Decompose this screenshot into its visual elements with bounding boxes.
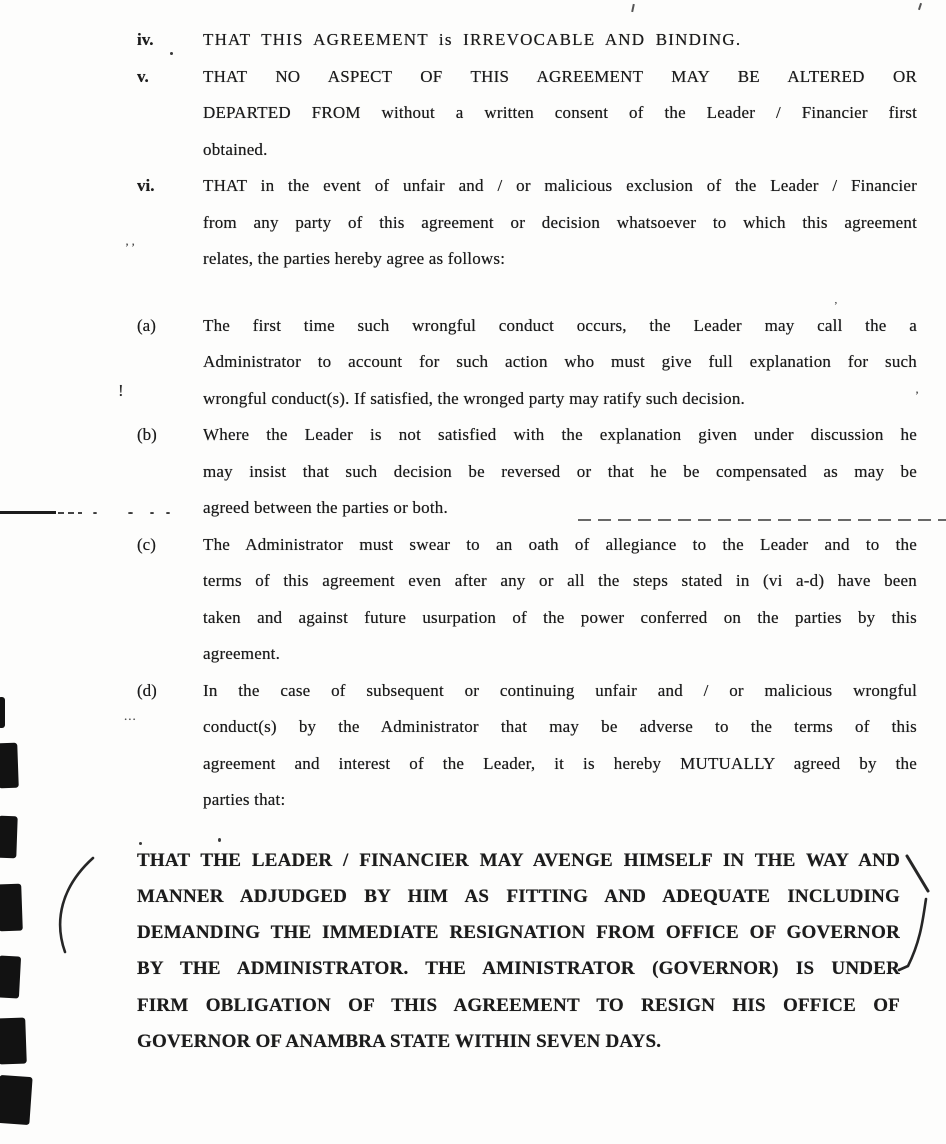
binding-mark [0,884,23,932]
dots-mark: ... [124,708,137,723]
handwritten-backslash-right [902,852,934,896]
clause-text [203,168,917,278]
clause-text [203,417,917,527]
apostrophe-mark: ’ [834,300,838,312]
clause-marker: (a) [137,315,156,335]
clause-marker: (d) [137,680,157,700]
clause-text [203,308,917,418]
scan-speck [166,512,170,514]
clause-line: Administrator to account for such action who must give full explanation for such [203,352,917,371]
binding-mark [0,697,5,728]
clause-item [137,527,917,673]
clause-line: agreement. [203,644,281,663]
final-clause-line: BY THE ADMINISTRATOR. THE AMINISTRATOR (GOVERNOR) IS UNDER [137,958,900,980]
clause-item [137,22,917,59]
handwritten-paren-left [52,855,98,959]
clause-marker: iv. [137,30,154,49]
clause-line: THAT NO ASPECT OF THIS AGREEMENT MAY BE ALTERED OR [203,66,917,86]
binding-mark [0,955,21,998]
clause-line: In the case of subsequent or continuing unfair and / or malicious wrongful [203,680,917,700]
binding-mark [0,743,19,789]
clause-marker: v. [137,66,149,86]
clause-marker: vi. [137,176,155,195]
clause-line: may insist that such decision be reversed or that he be compensated as may be [203,461,917,481]
scan-line-artifact [0,511,56,514]
clause-line: taken and against future usurpation of the power conferred on the parties by this [203,607,917,627]
clause-text [203,59,917,169]
final-clause [137,843,900,1061]
final-clause-line: GOVERNOR OF ANAMBRA STATE WITHIN SEVEN DAYS. [137,1030,662,1052]
clause-text [203,527,917,673]
scan-dash-artifact [58,512,82,514]
scan-tick [918,3,922,10]
clause-line: terms of this agreement even after any or all the steps stated in (vi a-d) have been [203,571,917,590]
clause-item [137,417,917,527]
clause-item [137,308,917,418]
handwritten-stroke-right [894,896,934,974]
clause-line: conduct(s) by the Administrator that may be adverse to the terms of this [203,717,917,736]
clause-line: THAT in the event of unfair and / or malicious exclusion of the Leader / Financier [203,176,917,195]
double-tick-mark: ’’ [125,240,139,254]
clause-line: Where the Leader is not satisfied with the explanation given under discussion he [203,425,917,444]
clause-line: from any party of this agreement or decision whatsoever to which this agreement [203,212,917,232]
scan-speck [139,842,142,845]
final-clause-line: FIRM OBLIGATION OF THIS AGREEMENT TO RESIGN HIS OFFICE OF [137,994,900,1016]
clause-text [203,22,917,59]
scan-speck [218,838,221,842]
clause-line: relates, the parties hereby agree as follows: [203,249,506,268]
final-clause-line: DEMANDING THE IMMEDIATE RESIGNATION FROM OFFICE OF GOVERNOR [137,922,900,944]
clause-line: obtained. [203,139,268,159]
clause-text [203,673,917,819]
letter-clause-list [137,308,917,819]
scan-speck [93,512,97,514]
scan-speck [128,512,133,514]
clause-line: parties that: [203,790,286,809]
scan-dashed-line [578,519,946,521]
clause-line: The first time such wrongful conduct occurs, the Leader may call the a [203,315,917,335]
final-clause-line: MANNER ADJUDGED BY HIM AS FITTING AND ADEQUATE INCLUDING [137,885,900,907]
clause-line: agreed between the parties or both. [203,498,448,517]
clause-marker: (c) [137,534,156,554]
apostrophe-mark: ’ [915,388,919,402]
scan-tick [631,4,635,12]
scan-speck [150,512,154,514]
page-content [0,22,946,1060]
binding-mark [0,1018,27,1065]
clause-line: THAT THIS AGREEMENT is IRREVOCABLE AND BINDING. [203,30,742,49]
clause-line: DEPARTED FROM without a written consent of the Leader / Financier first [203,103,917,122]
scan-speck [170,52,173,55]
clause-item [137,168,917,278]
final-clause-line: THAT THE LEADER / FINANCIER MAY AVENGE HIMSELF IN THE WAY AND [137,849,900,871]
binding-mark [0,816,18,859]
clause-line: wrongful conduct(s). If satisfied, the wronged party may ratify such decision. [203,388,745,408]
clause-line: The Administrator must swear to an oath of allegiance to the Leader and to the [203,534,917,554]
exclamation-mark: ! [118,381,124,400]
clause-item [137,673,917,819]
roman-clause-list [137,22,917,278]
clause-item [137,59,917,169]
binding-mark [0,1075,33,1125]
clause-line: agreement and interest of the Leader, it is hereby MUTUALLY agreed by the [203,753,917,773]
clause-marker: (b) [137,425,157,444]
